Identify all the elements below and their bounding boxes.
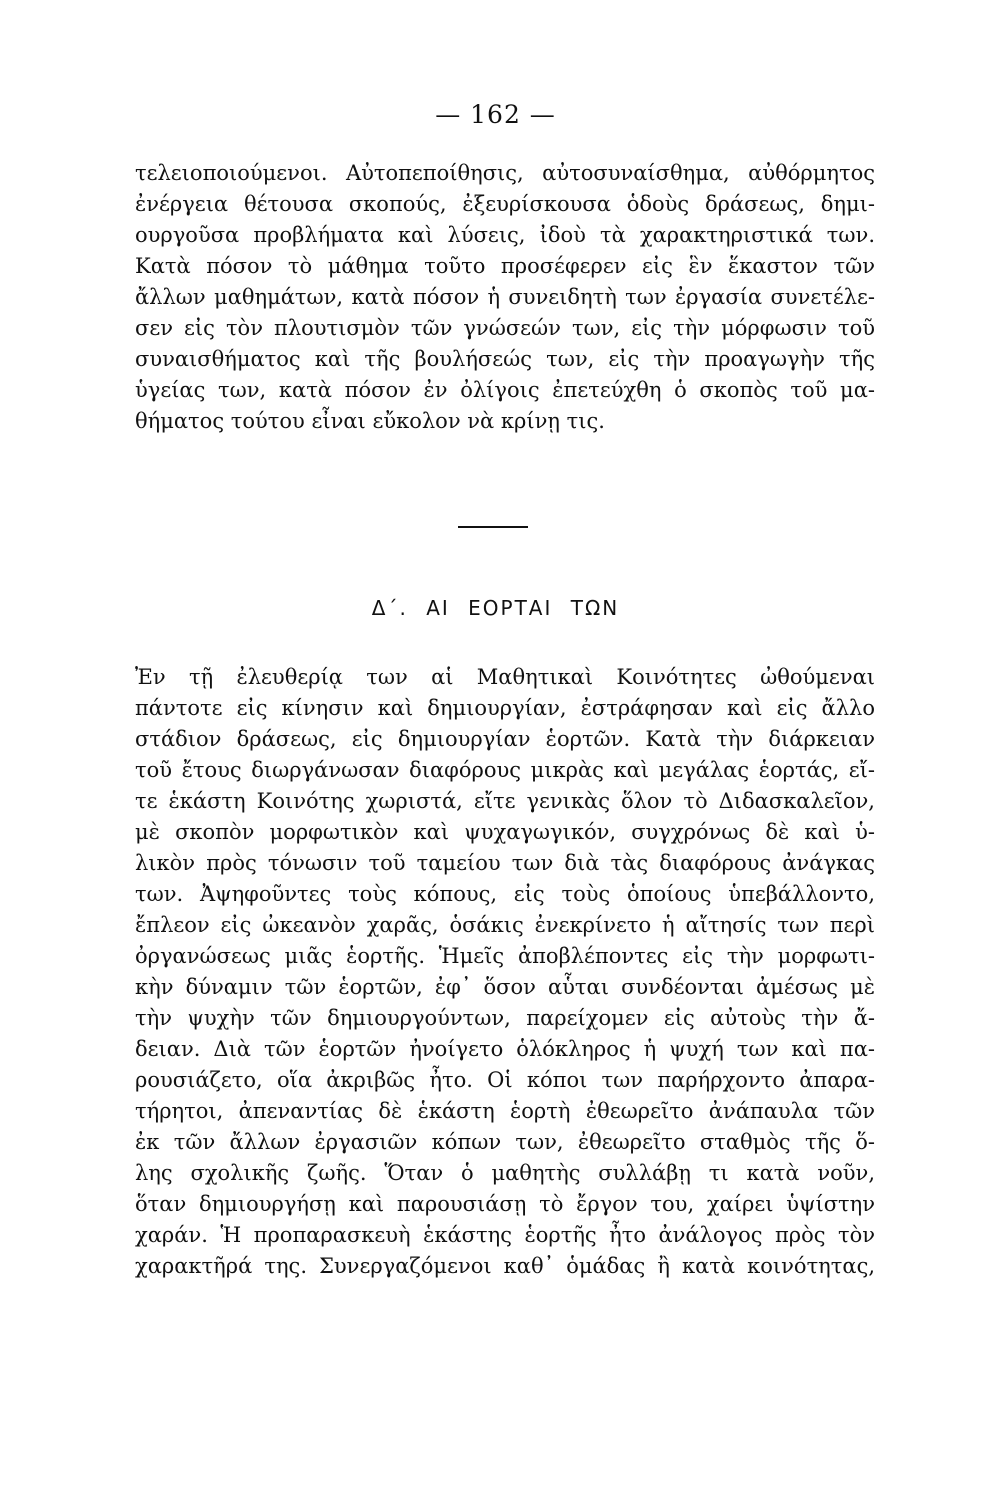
paragraph-line: δειαν. Διὰ τῶν ἑορτῶν ἠνοίγετο ὁλόκληρος ἡ ψυχή των καὶ πα- — [135, 1037, 875, 1061]
paragraph-line: ἔπλεον εἰς ὠκεανὸν χαρᾶς, ὁσάκις ἐνεκρίνετο ἡ αἴτησίς των περὶ — [135, 913, 875, 937]
paragraph-line: ὀργανώσεως μιᾶς ἑορτῆς. Ἡμεῖς ἀποβλέποντες εἰς τὴν μορφωτι- — [135, 944, 875, 968]
paragraph-line: τελειοποιούμενοι. Αὐτοπεποίθησις, αὐτοσυναίσθημα, αὐθόρμητος — [135, 161, 875, 185]
paragraph-line: λικὸν πρὸς τόνωσιν τοῦ ταμείου των διὰ τὰς διαφόρους ἀνάγκας — [135, 851, 875, 875]
paragraph-line: τοῦ ἔτους διωργάνωσαν διαφόρους μικρὰς καὶ μεγάλας ἑορτάς, εἴ- — [135, 758, 875, 782]
paragraph-line: ὑγείας των, κατὰ πόσον ἐν ὀλίγοις ἐπετεύχθη ὁ σκοπὸς τοῦ μα- — [135, 378, 875, 402]
paragraph-line: πάντοτε εἰς κίνησιν καὶ δημιουργίαν, ἐστράφησαν καὶ εἰς ἄλλο — [135, 696, 875, 720]
paragraph-line: ἐκ τῶν ἄλλων ἐργασιῶν κόπων των, ἐθεωρεῖτο σταθμὸς τῆς ὅ- — [135, 1130, 875, 1154]
paragraph-line: συναισθήματος καὶ τῆς βουλήσεώς των, εἰς τὴν προαγωγὴν τῆς — [135, 347, 875, 371]
section-separator — [458, 526, 528, 528]
paragraph-line: στάδιον δράσεως, εἰς δημιουργίαν ἑορτῶν. Κατὰ τὴν διάρκειαν — [135, 727, 875, 751]
section-heading: Δ΄. ΑΙ ΕΟΡΤΑΙ ΤΩΝ — [371, 596, 620, 620]
paragraph-line: Κατὰ πόσον τὸ μάθημα τοῦτο προσέφερεν εἰς ἓν ἕκαστον τῶν — [135, 254, 875, 278]
paragraph-line: Ἐν τῇ ἐλευθερίᾳ των αἱ Μαθητικαὶ Κοινότητες ὠθούμεναι — [135, 665, 875, 689]
paragraph-line: μὲ σκοπὸν μορφωτικὸν καὶ ψυχαγωγικόν, συγχρόνως δὲ καὶ ὑ- — [135, 820, 875, 844]
paragraph-line: λης σχολικῆς ζωῆς. Ὅταν ὁ μαθητὴς συλλάβῃ τι κατὰ νοῦν, — [135, 1161, 875, 1185]
paragraph-line: ουργοῦσα προβλήματα καὶ λύσεις, ἰδοὺ τὰ χαρακτηριστικά των. — [135, 223, 875, 247]
page-number: — 162 — — [435, 100, 556, 129]
paragraph-line: κὴν δύναμιν τῶν ἑορτῶν, ἐφ᾽ ὅσον αὗται συνδέονται ἀμέσως μὲ — [135, 975, 875, 999]
paragraph-line: των. Ἀψηφοῦντες τοὺς κόπους, εἰς τοὺς ὁποίους ὑπεβάλλοντο, — [135, 882, 875, 906]
paragraph-line: ρουσιάζετο, οἵα ἀκριβῶς ἦτο. Οἱ κόποι των παρήρχοντο ἀπαρα- — [135, 1068, 875, 1092]
paragraph-line: ἄλλων μαθημάτων, κατὰ πόσον ἡ συνειδητὴ των ἐργασία συνετέλε- — [135, 285, 875, 309]
paragraph-line: ὅταν δημιουργήσῃ καὶ παρουσιάσῃ τὸ ἔργον του, χαίρει ὑψίστην — [135, 1192, 875, 1216]
paragraph-line: χαρακτῆρά της. Συνεργαζόμενοι καθ᾽ ὁμάδας ἢ κατὰ κοινότητας, — [135, 1254, 875, 1278]
paragraph-line: σεν εἰς τὸν πλουτισμὸν τῶν γνώσεών των, εἰς τὴν μόρφωσιν τοῦ — [135, 316, 875, 340]
paragraph-line: τὴν ψυχὴν τῶν δημιουργούντων, παρείχομεν εἰς αὐτοὺς τὴν ἄ- — [135, 1006, 875, 1030]
paragraph-line: χαράν. Ἡ προπαρασκευὴ ἑκάστης ἑορτῆς ἦτο ἀνάλογος πρὸς τὸν — [135, 1223, 875, 1247]
paragraph-line: τήρητοι, ἀπεναντίας δὲ ἑκάστη ἑορτὴ ἐθεωρεῖτο ἀνάπαυλα τῶν — [135, 1099, 875, 1123]
paragraph-2 — [135, 662, 875, 1282]
paragraph-line: τε ἑκάστη Κοινότης χωριστά, εἴτε γενικὰς ὅλον τὸ Διδασκαλεῖον, — [135, 789, 875, 813]
paragraph-line: θήματος τούτου εἶναι εὔκολον νὰ κρίνῃ τις. — [135, 409, 605, 433]
paragraph-1 — [135, 158, 875, 437]
paragraph-line: ἐνέργεια θέτουσα σκοπούς, ἐξευρίσκουσα ὁδοὺς δράσεως, δημι- — [135, 192, 875, 216]
